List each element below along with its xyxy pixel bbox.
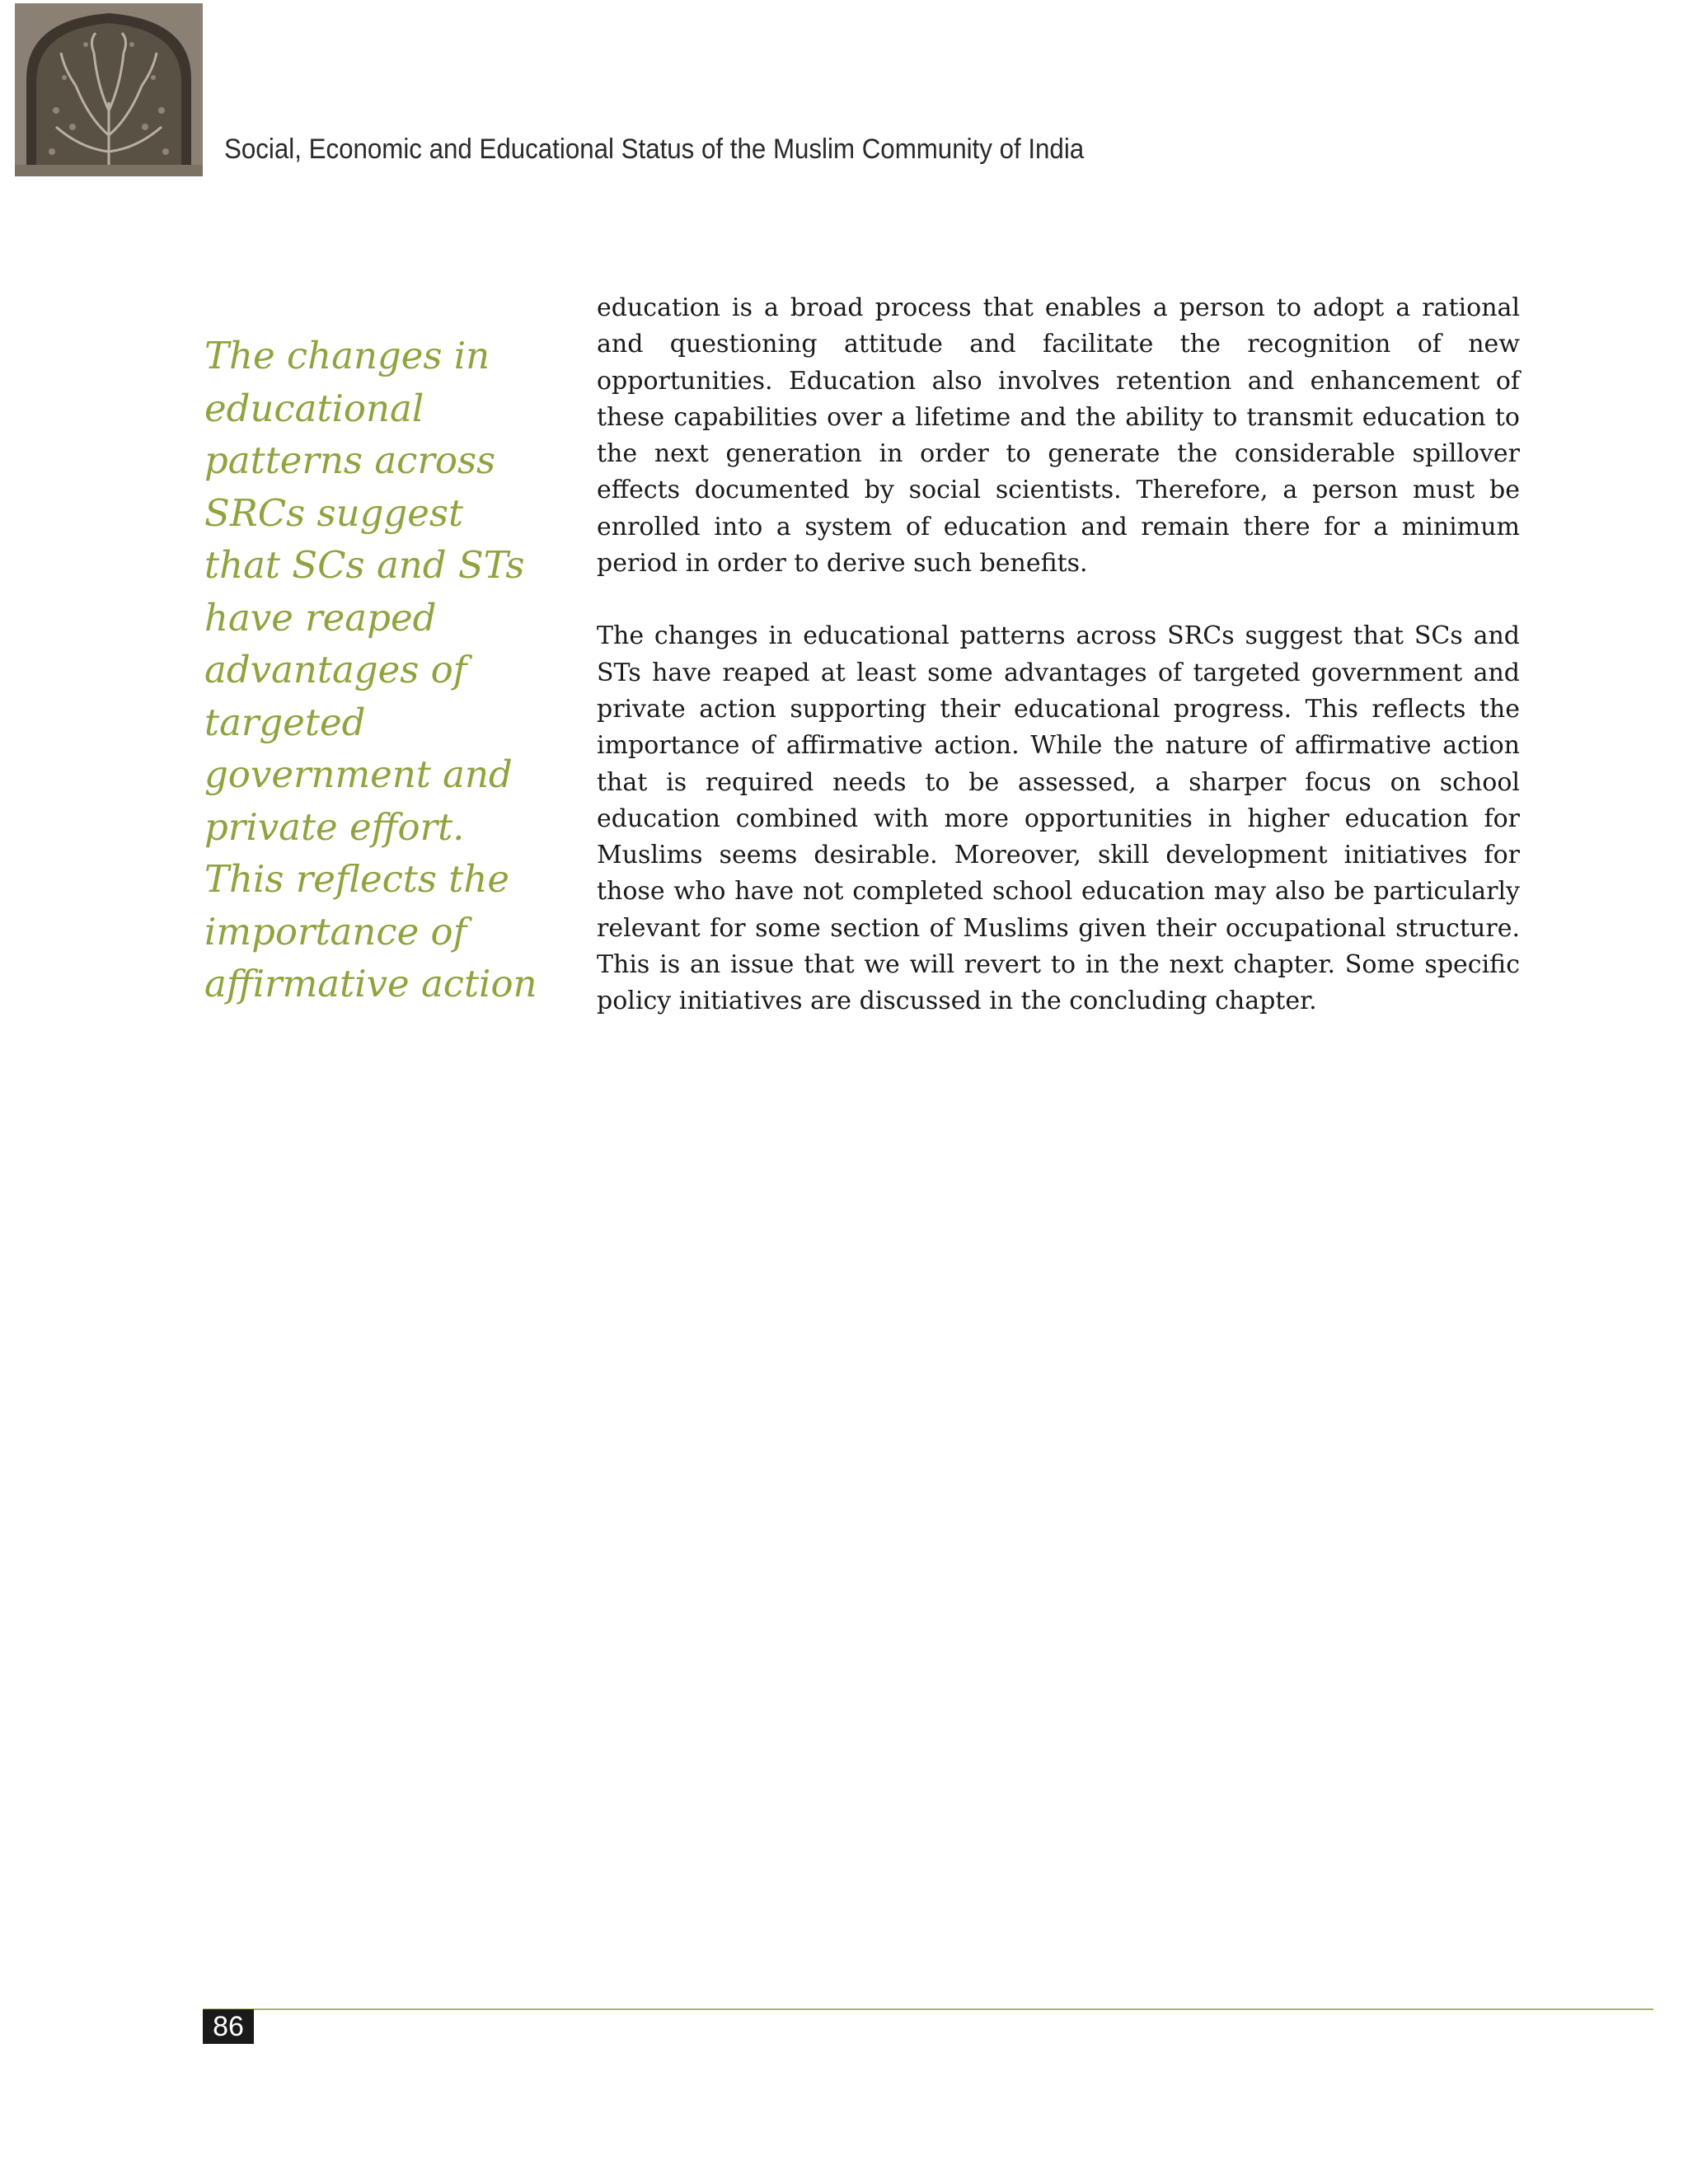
body-text (597, 290, 1520, 1057)
running-head: Social, Economic and Educational Status of the Muslim Community of India (224, 134, 1085, 165)
pull-quote: The changes in educational patterns across SRCs suggest that SCs and STs have reaped advantages of targeted government and private effort. This reflects the importance of affirmative action (204, 334, 537, 1005)
carved-stone-lattice-window-image (15, 3, 203, 176)
page-number: 86 (203, 2009, 254, 2044)
footer-rule (203, 2008, 1653, 2010)
body-paragraph: The changes in educational patterns across SRCs suggest that SCs and STs have reaped at least some advantages of targeted government and private action supporting their educational progress. This reflects the importance of affirmative action. While the nature of affirmative action that is required needs to be assessed, a sharper focus on school education combined with more opportunities in higher education for Muslims seems desirable. Moreover, skill development initiatives for those who have not completed school education may also be particularly relevant for some section of Muslims given their occupational structure. This is an issue that we will revert to in the next chapter. Some specific policy initiatives are discussed in the concluding chapter. (597, 621, 1520, 1016)
body-paragraph: education is a broad process that enables a person to adopt a rational and questioning attitude and facilitate the recognition of new opportunities. Education also involves retention and enhancement of these capabilities over a lifetime and the ability to transmit education to the next generation in order to generate the considerable spillover effects documented by social scientists. Therefore, a person must be enrolled into a system of education and remain there for a minimum period in order to derive such benefits. (597, 293, 1520, 579)
